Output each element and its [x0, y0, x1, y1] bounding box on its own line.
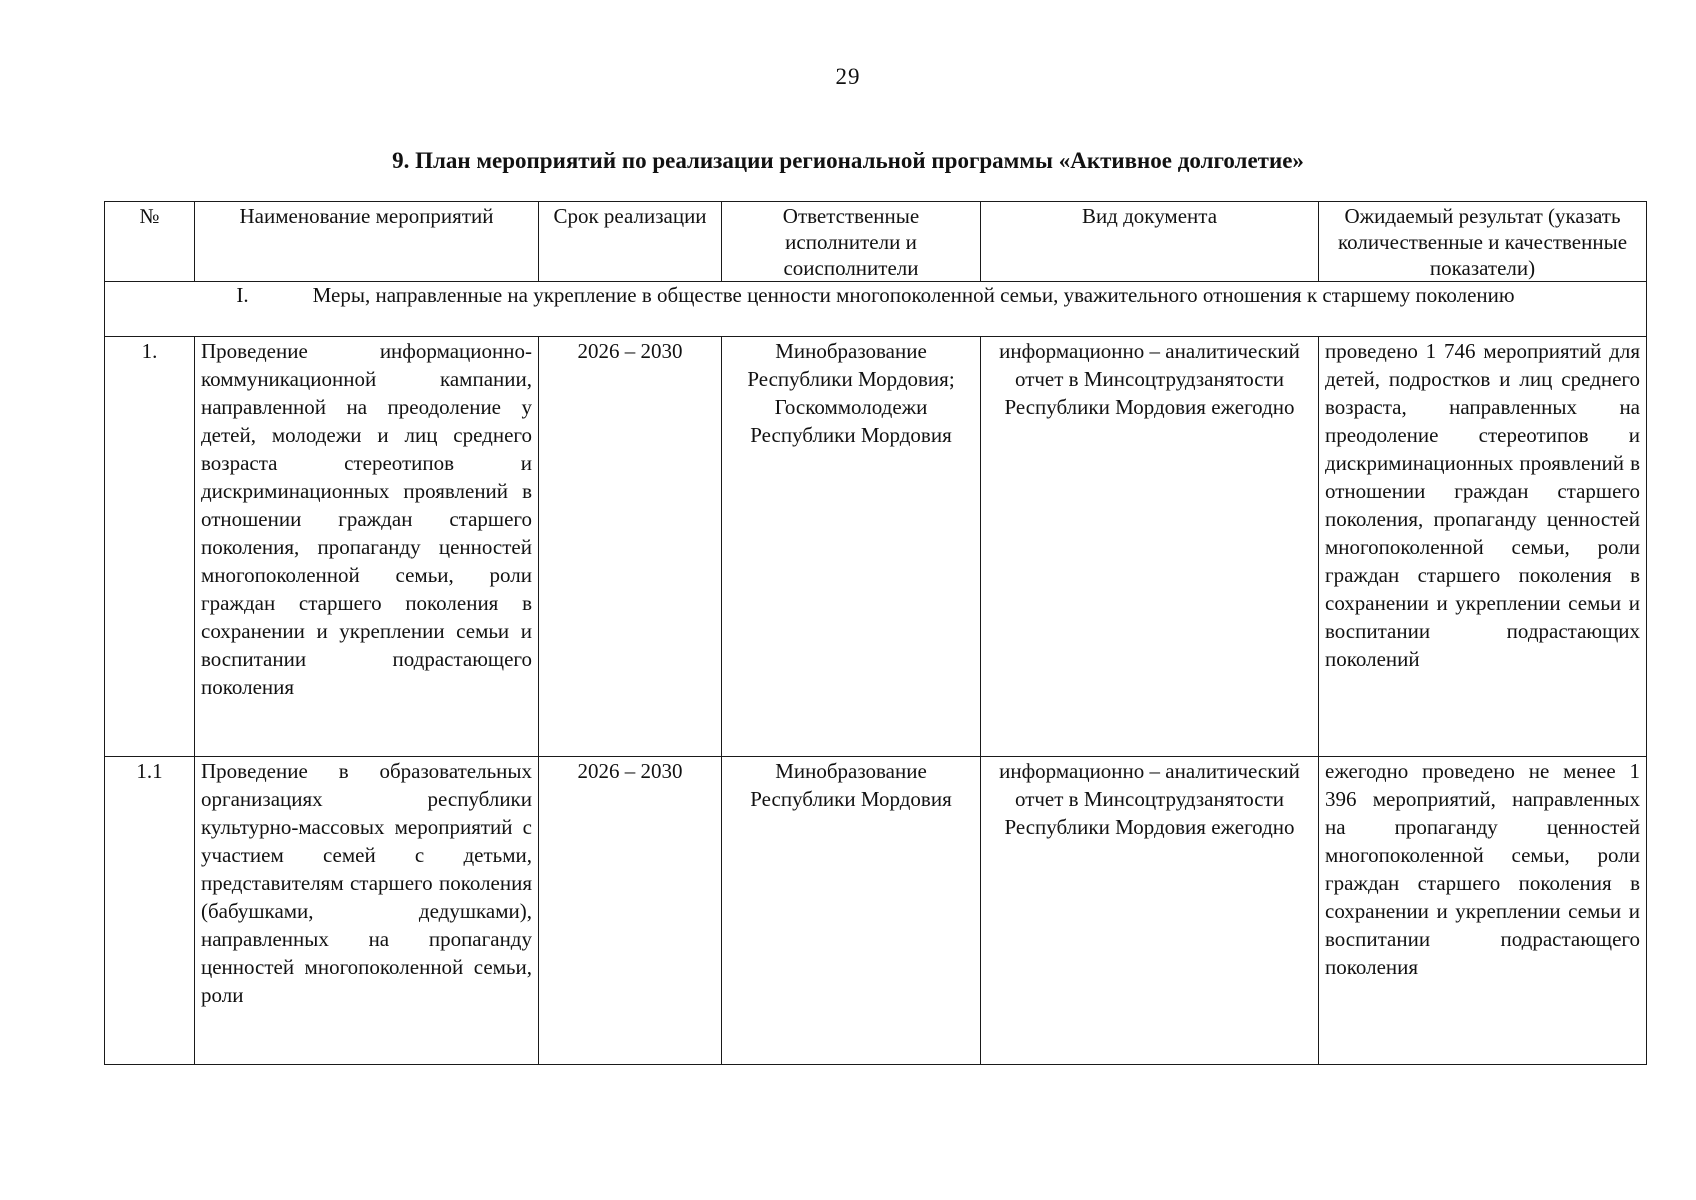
- row-name: Проведение в образовательных организациях республики культурно-массовых мероприятий с участием семей с детьми, представителям старшего поколения (бабушками, дедушками), направленных на пропаганду ценностей многопоколенной семьи, роли: [195, 757, 539, 1065]
- section-row: [105, 282, 1647, 337]
- row-document: информационно – аналитический отчет в Минсоцтрудзанятости Республики Мордовия ежегодно: [981, 757, 1319, 1065]
- header-responsible: Ответственные исполнители и соисполнители: [722, 202, 981, 282]
- section-title: Меры, направленные на укрепление в обществе ценности многопоколенной семьи, уважительного отношения к старшему поколению: [312, 283, 1515, 307]
- page-title: 9. План мероприятий по реализации региональной программы «Активное долголетие»: [392, 148, 1304, 173]
- header-name: Наименование мероприятий: [195, 202, 539, 282]
- row-responsible: Минобразование Республики Мордовия; Госкоммолодежи Республики Мордовия: [722, 337, 981, 757]
- row-responsible: Минобразование Республики Мордовия: [722, 757, 981, 1065]
- header-document: Вид документа: [981, 202, 1319, 282]
- row-name: Проведение информационно-коммуникационной кампании, направленной на преодоление у детей, молодежи и лиц среднего возраста стереотипов и дискриминационных проявлений в отношении граждан старшего поколения, пропаганду ценностей многопоколенной семьи, роли граждан старшего поколения в сохранении и укреплении семьи и воспитании подрастающего поколения: [195, 337, 539, 757]
- row-term: 2026 – 2030: [539, 337, 722, 757]
- table-header-row: [105, 202, 1647, 282]
- table-row: [105, 757, 1647, 1065]
- header-no: №: [105, 202, 195, 282]
- row-document: информационно – аналитический отчет в Минсоцтрудзанятости Республики Мордовия ежегодно: [981, 337, 1319, 757]
- row-result: проведено 1 746 мероприятий для детей, подростков и лиц среднего возраста, направленных на преодоление стереотипов и дискриминационных проявлений в отношении граждан старшего поколения, пропаганду ценностей многопоколенной семьи, роли граждан старшего поколения в сохранении и укреплении семьи и воспитании подрастающих поколений: [1319, 337, 1647, 757]
- header-result: Ожидаемый результат (указать количественные и качественные показатели): [1319, 202, 1647, 282]
- section-heading: [105, 282, 1647, 337]
- section-number: I.: [236, 283, 249, 307]
- table-row: [105, 337, 1647, 757]
- row-result: ежегодно проведено не менее 1 396 мероприятий, направленных на пропаганду ценностей многопоколенной семьи, роли граждан старшего поколения в сохранении и укреплении семьи и воспитании подрастающего поколения: [1319, 757, 1647, 1065]
- page-number: 29: [835, 64, 861, 89]
- row-number: 1.1: [105, 757, 195, 1065]
- row-term: 2026 – 2030: [539, 757, 722, 1065]
- header-term: Срок реализации: [539, 202, 722, 282]
- plan-table: [104, 201, 1647, 1065]
- row-number: 1.: [105, 337, 195, 757]
